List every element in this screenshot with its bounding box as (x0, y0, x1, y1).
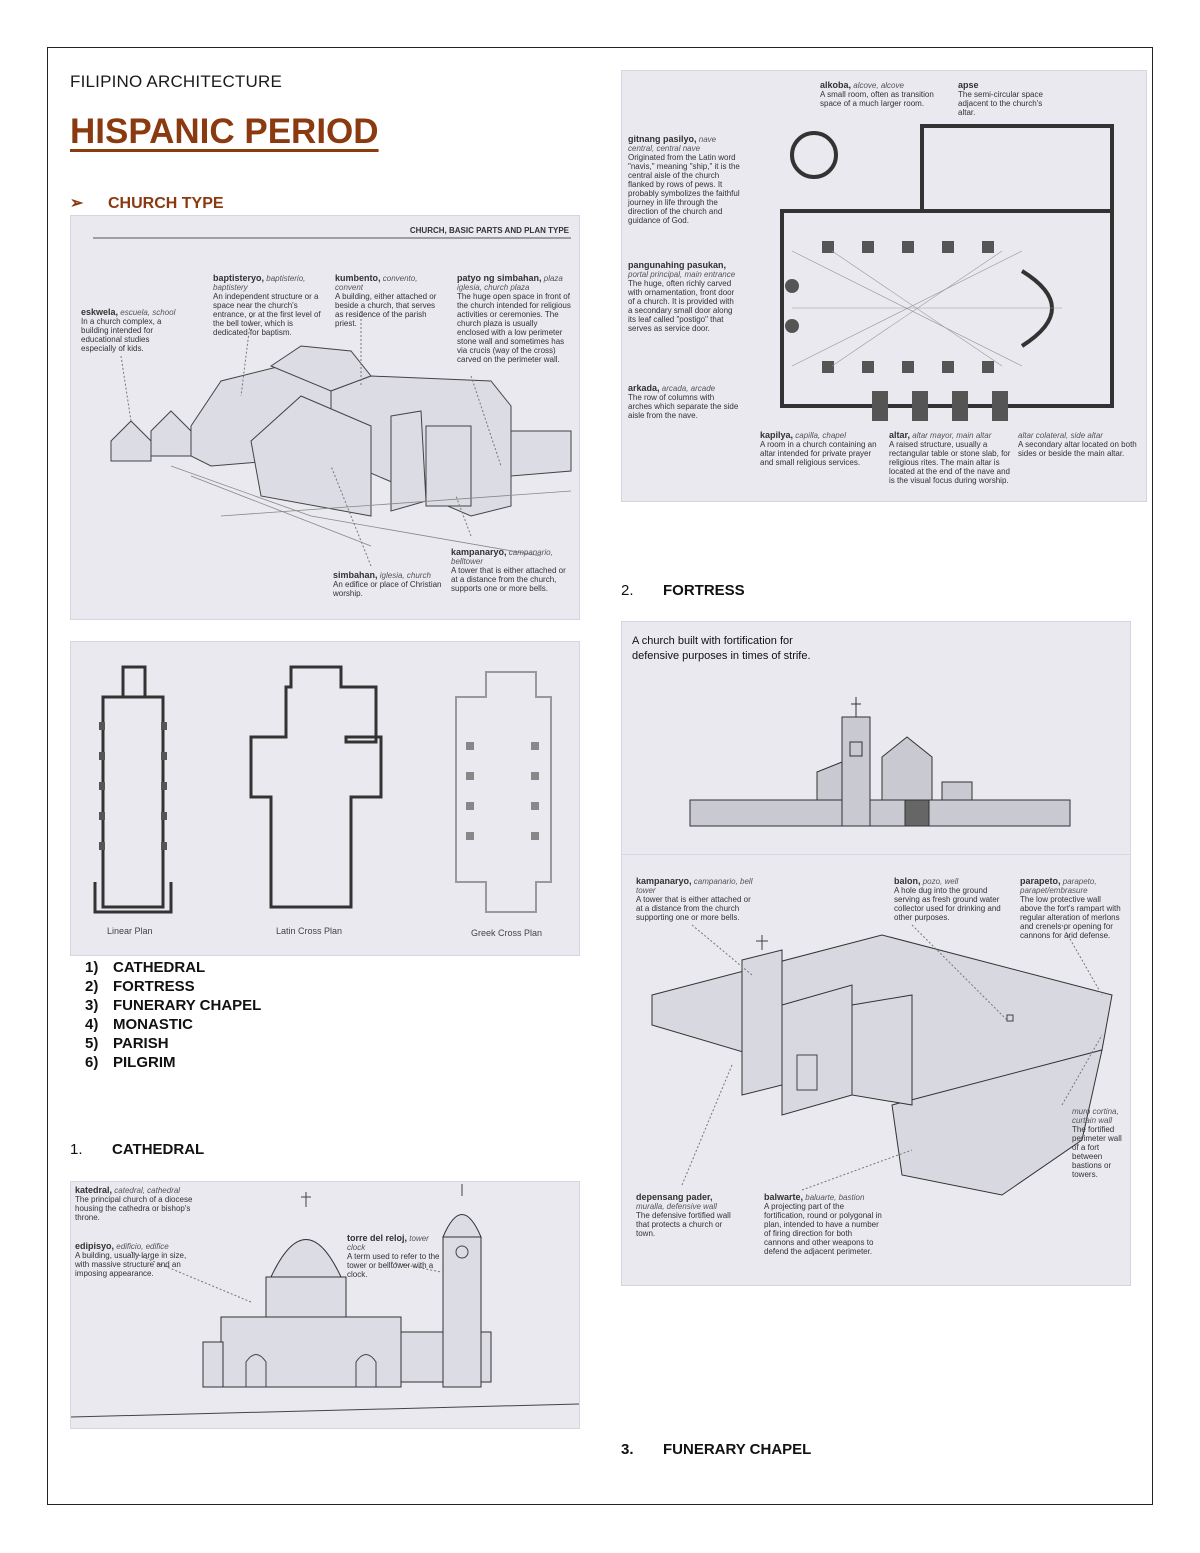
label-kumbento: kumbento, convento, convent A building, either attached or beside a church, that serves as residence of the parish priest. (335, 273, 437, 328)
label-simbahan: simbahan, iglesia, church An edifice or place of Christian worship. (333, 570, 442, 598)
label-eskwela: eskwela, escuela, school In a church complex, a building intended for educational studies especially of kids. (81, 307, 176, 353)
list-item: 5) PARISH (85, 1035, 169, 1052)
figure-plan-types (70, 641, 580, 956)
list-item: 4) MONASTIC (85, 1016, 193, 1033)
label-balon: balon, pozo, well A hole dug into the ground serving as fresh ground water collector used for drinking and other purposes. (894, 876, 1001, 922)
label-apse: apse The semi-circular space adjacent to the church's altar. (958, 80, 1043, 117)
label-patyo: patyo ng simbahan, plaza iglesia, church plaza The huge open space in front of the church intended for religious activities or ceremonies. The church plaza is usually enclosed with a low perimeter stone wall and sometimes has via crucis (way of the cross) carved on the perimeter wall. (457, 273, 571, 364)
label-torre-del-reloj: torre del reloj, tower clock A term used to refer to the tower or belltower with a clock. (347, 1233, 440, 1279)
label-katedral: katedral, catedral, cathedral The principal church of a diocese housing the cathedra or bishop's throne. (75, 1185, 193, 1222)
figure-fortress-axonometric (621, 854, 1131, 1286)
label-alkoba: alkoba, alcove, alcove A small room, often as transition space of a much larger room. (820, 80, 934, 108)
list-item: 2) FORTRESS (85, 978, 195, 995)
caption-greek-cross-plan: Greek Cross Plan (471, 928, 543, 938)
label-edipisyo: edipisyo, edificio, edifice A building, usually large in size, with massive structure and an imposing appearance. (75, 1241, 187, 1278)
fortress-elevation-drawing (622, 622, 1130, 855)
funerary-chapel-heading: 3. FUNERARY CHAPEL (621, 1441, 812, 1458)
label-kampanaryo-fort: kampanaryo, campanario, bell tower A tower that is either attached or at a distance from the church supporting one or more bells. (636, 876, 753, 922)
section-heading (70, 193, 224, 213)
label-parapeto: parapeto, parapeto, parapet/embrasure The low protective wall above the fort's rampart with regular alteration of merlons and crenels or opening for cannons for arid defense. (1020, 876, 1121, 940)
section-heading-text: CHURCH TYPE (108, 195, 224, 212)
arrow-bullet-icon: ➢ (70, 195, 84, 212)
caption-linear-plan: Linear Plan (107, 926, 153, 936)
list-item: 6) PILGRIM (85, 1054, 176, 1071)
label-balwarte: balwarte, baluarte, bastion A projecting part of the fortification, round or polygonal in plan, intended to have a number of firing direction for both cannons and other weapons to defend the adjacent perimeter. (764, 1192, 882, 1256)
figure-church-parts (70, 215, 580, 620)
label-gitnang-pasilyo: gitnang pasilyo, nave central, central nave Originated from the Latin word "navis," meaning "ship," it is the central aisle of the church flanked by rows of pews. It probably symbolizes the faithful journey in life through the direction of the church and guidance of God. (628, 134, 740, 225)
cathedral-heading: 1. CATHEDRAL (70, 1141, 205, 1158)
label-pangunahing-pasukan: pangunahing pasukan, portal principal, main entrance The huge, often richly carved with ornamentation, front door of a church. It is provided with a secondary small door along its leaf called "postigo" that serves as service door. (628, 260, 736, 333)
label-altar: altar, altar mayor, main altar A raised structure, usually a rectangular table or stone slab, for religious rites. The main altar is located at the end of the nave and is the visual focus during worship. (889, 430, 1011, 485)
label-arkada: arkada, arcada, arcade The row of columns with arches which separate the side aisle from the nave. (628, 383, 739, 420)
fortress-caption: A church built with fortification for defensive purposes in times of strife. (632, 635, 811, 662)
page-title: HISPANIC PERIOD (70, 112, 379, 151)
church-types-list (85, 958, 261, 1072)
list-item: 1) CATHEDRAL (85, 959, 206, 976)
fortress-heading: 2. FORTRESS (621, 582, 745, 599)
label-side-altar: altar colateral, side altar A secondary altar located on both sides or beside the main altar. (1018, 431, 1137, 458)
caption-latin-cross-plan: Latin Cross Plan (276, 926, 343, 936)
label-baptisteryo: baptisteryo, baptisterio, baptistery An independent structure or a space near the church's entrance, or at the first level of the bell tower, which is dedicated for baptism. (213, 273, 321, 337)
figure-title: CHURCH, BASIC PARTS AND PLAN TYPE (409, 226, 569, 235)
figure-fortress-elevation (621, 621, 1131, 856)
list-item: 3) FUNERARY CHAPEL (85, 997, 262, 1014)
plan-types-drawing (71, 642, 579, 955)
document-kicker: FILIPINO ARCHITECTURE (70, 72, 283, 91)
label-kapilya: kapilya, capilla, chapel A room in a church containing an altar intended for private prayer and small religious services. (760, 430, 877, 467)
figure-church-floorplan (621, 70, 1147, 502)
label-depensang-pader: depensang pader, muralla, defensive wall The defensive fortified wall that protects a church or town. (636, 1192, 731, 1238)
label-kampanaryo: kampanaryo, campanario, belltower A tower that is either attached or at a distance from the church, supports one or more bells. (451, 547, 566, 593)
label-muro-cortina: muro cortina, curtain wall The fortified perimeter wall of a fort between bastions or towers. (1072, 1107, 1122, 1179)
figure-cathedral (70, 1181, 580, 1429)
